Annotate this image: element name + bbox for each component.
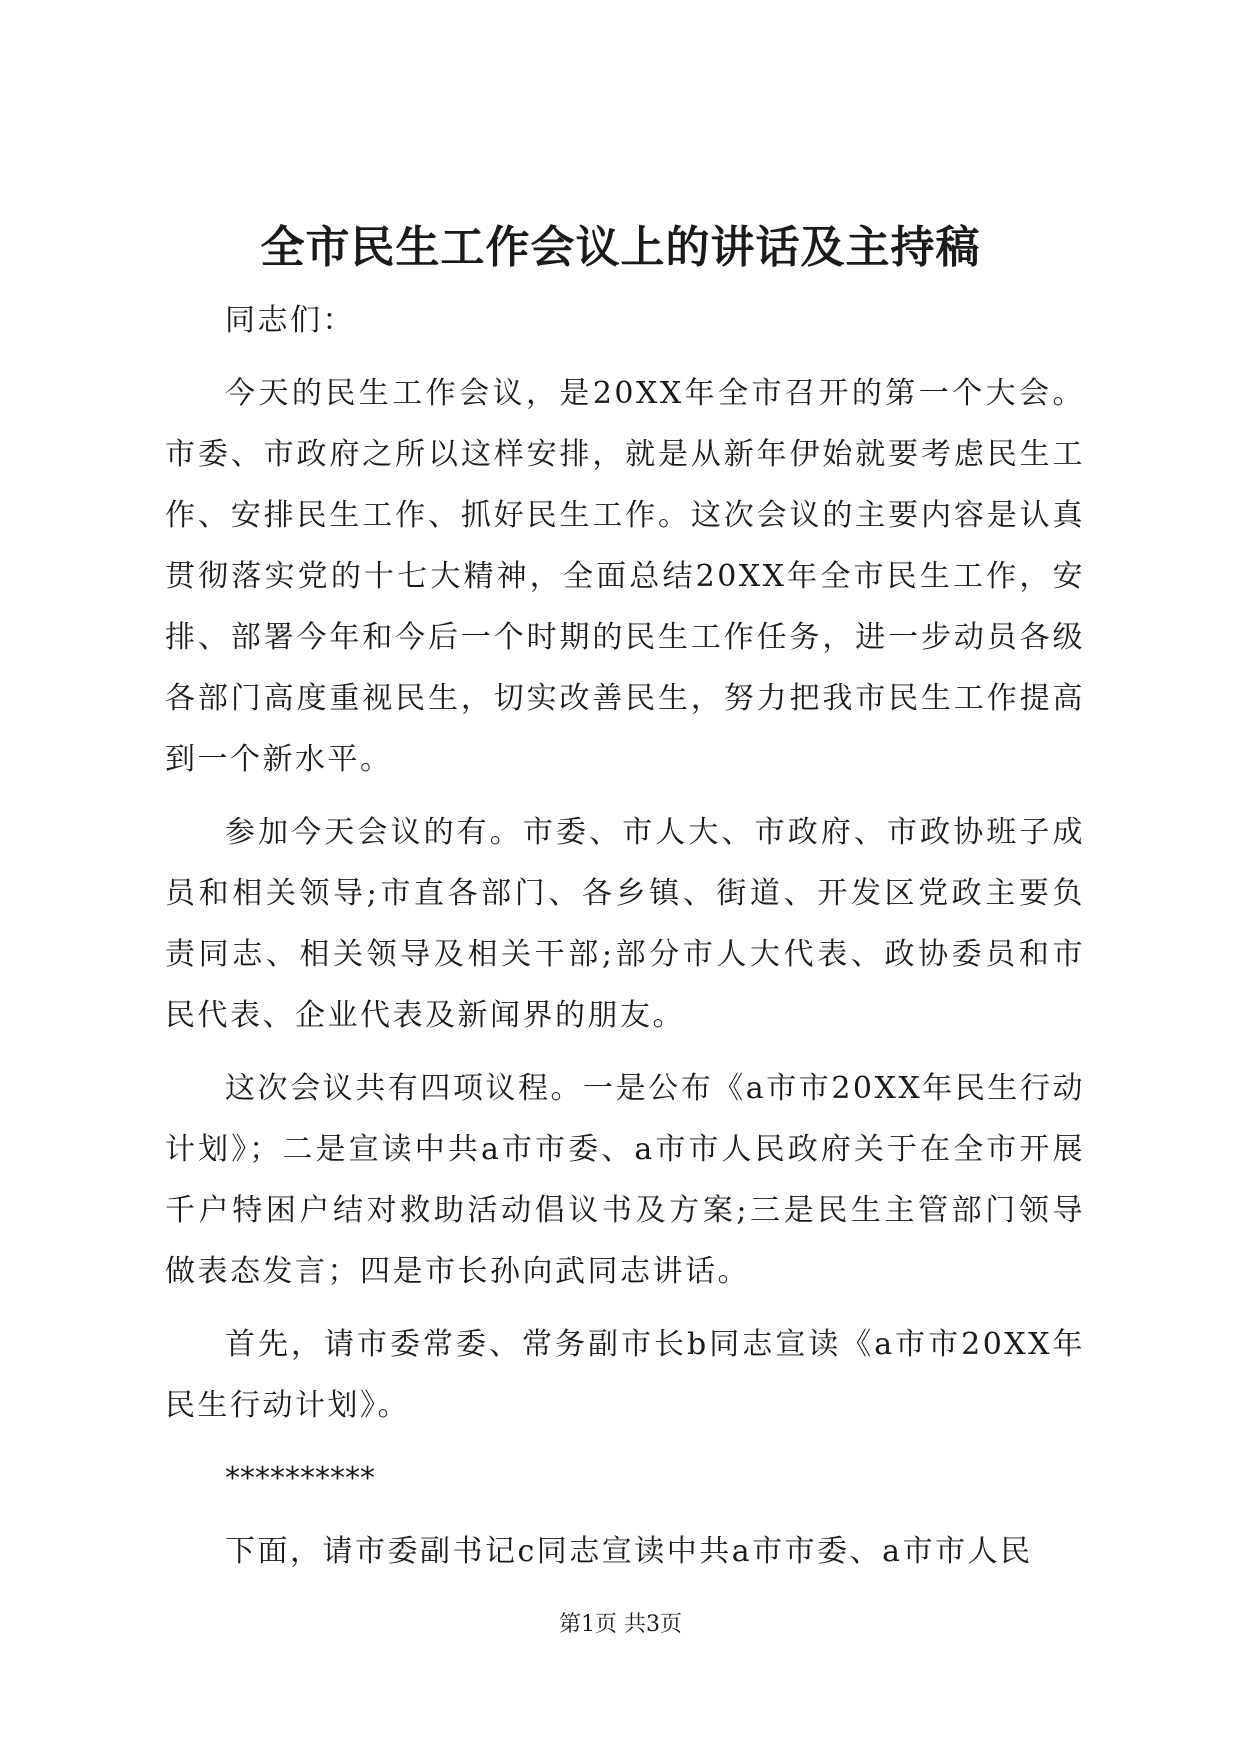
body-paragraph: 参加今天会议的有。市委、市人大、市政府、市政协班子成员和相关领导;市直各部门、各乡镇、街道、开发区党政主要负责同志、相关领导及相关干部;部分市人大代表、政协委员和市民代表、企业代表及新闻界的朋友。 [165,815,1085,1033]
page-number-footer: 第1页 共3页 [559,1612,682,1637]
body-paragraph: 首先，请市委常委、常务副市长b同志宣读《a市市20XX年民生行动计划》。 [165,1327,1085,1423]
body-paragraph: 这次会议共有四项议程。一是公布《a市市20XX年民生行动计划》；二是宣读中共a市市委、a市市人民政府关于在全市开展千户特困户结对救助活动倡议书及方案;三是民生主管部门领导做表态发言；四是市长孙向武同志讲话。 [165,1071,1085,1289]
body-paragraph: 今天的民生工作会议，是20XX年全市召开的第一个大会。市委、市政府之所以这样安排，就是从新年伊始就要考虑民生工作、安排民生工作、抓好民生工作。这次会议的主要内容是认真贯彻落实党的十七大精神，全面总结20XX年全市民生工作，安排、部署今年和今后一个时期的民生工作任务，进一步动员各级各部门高度重视民生，切实改善民生，努力把我市民生工作提高到一个新水平。 [165,376,1085,777]
separator-line: ********** [225,1461,375,1496]
document-title: 全市民生工作会议上的讲话及主持稿 [260,222,981,273]
body-paragraph: 下面，请市委副书记c同志宣读中共a市市委、a市市人民 [225,1534,1033,1569]
document-body [165,290,1085,1594]
salutation-paragraph: 同志们： [225,303,355,338]
